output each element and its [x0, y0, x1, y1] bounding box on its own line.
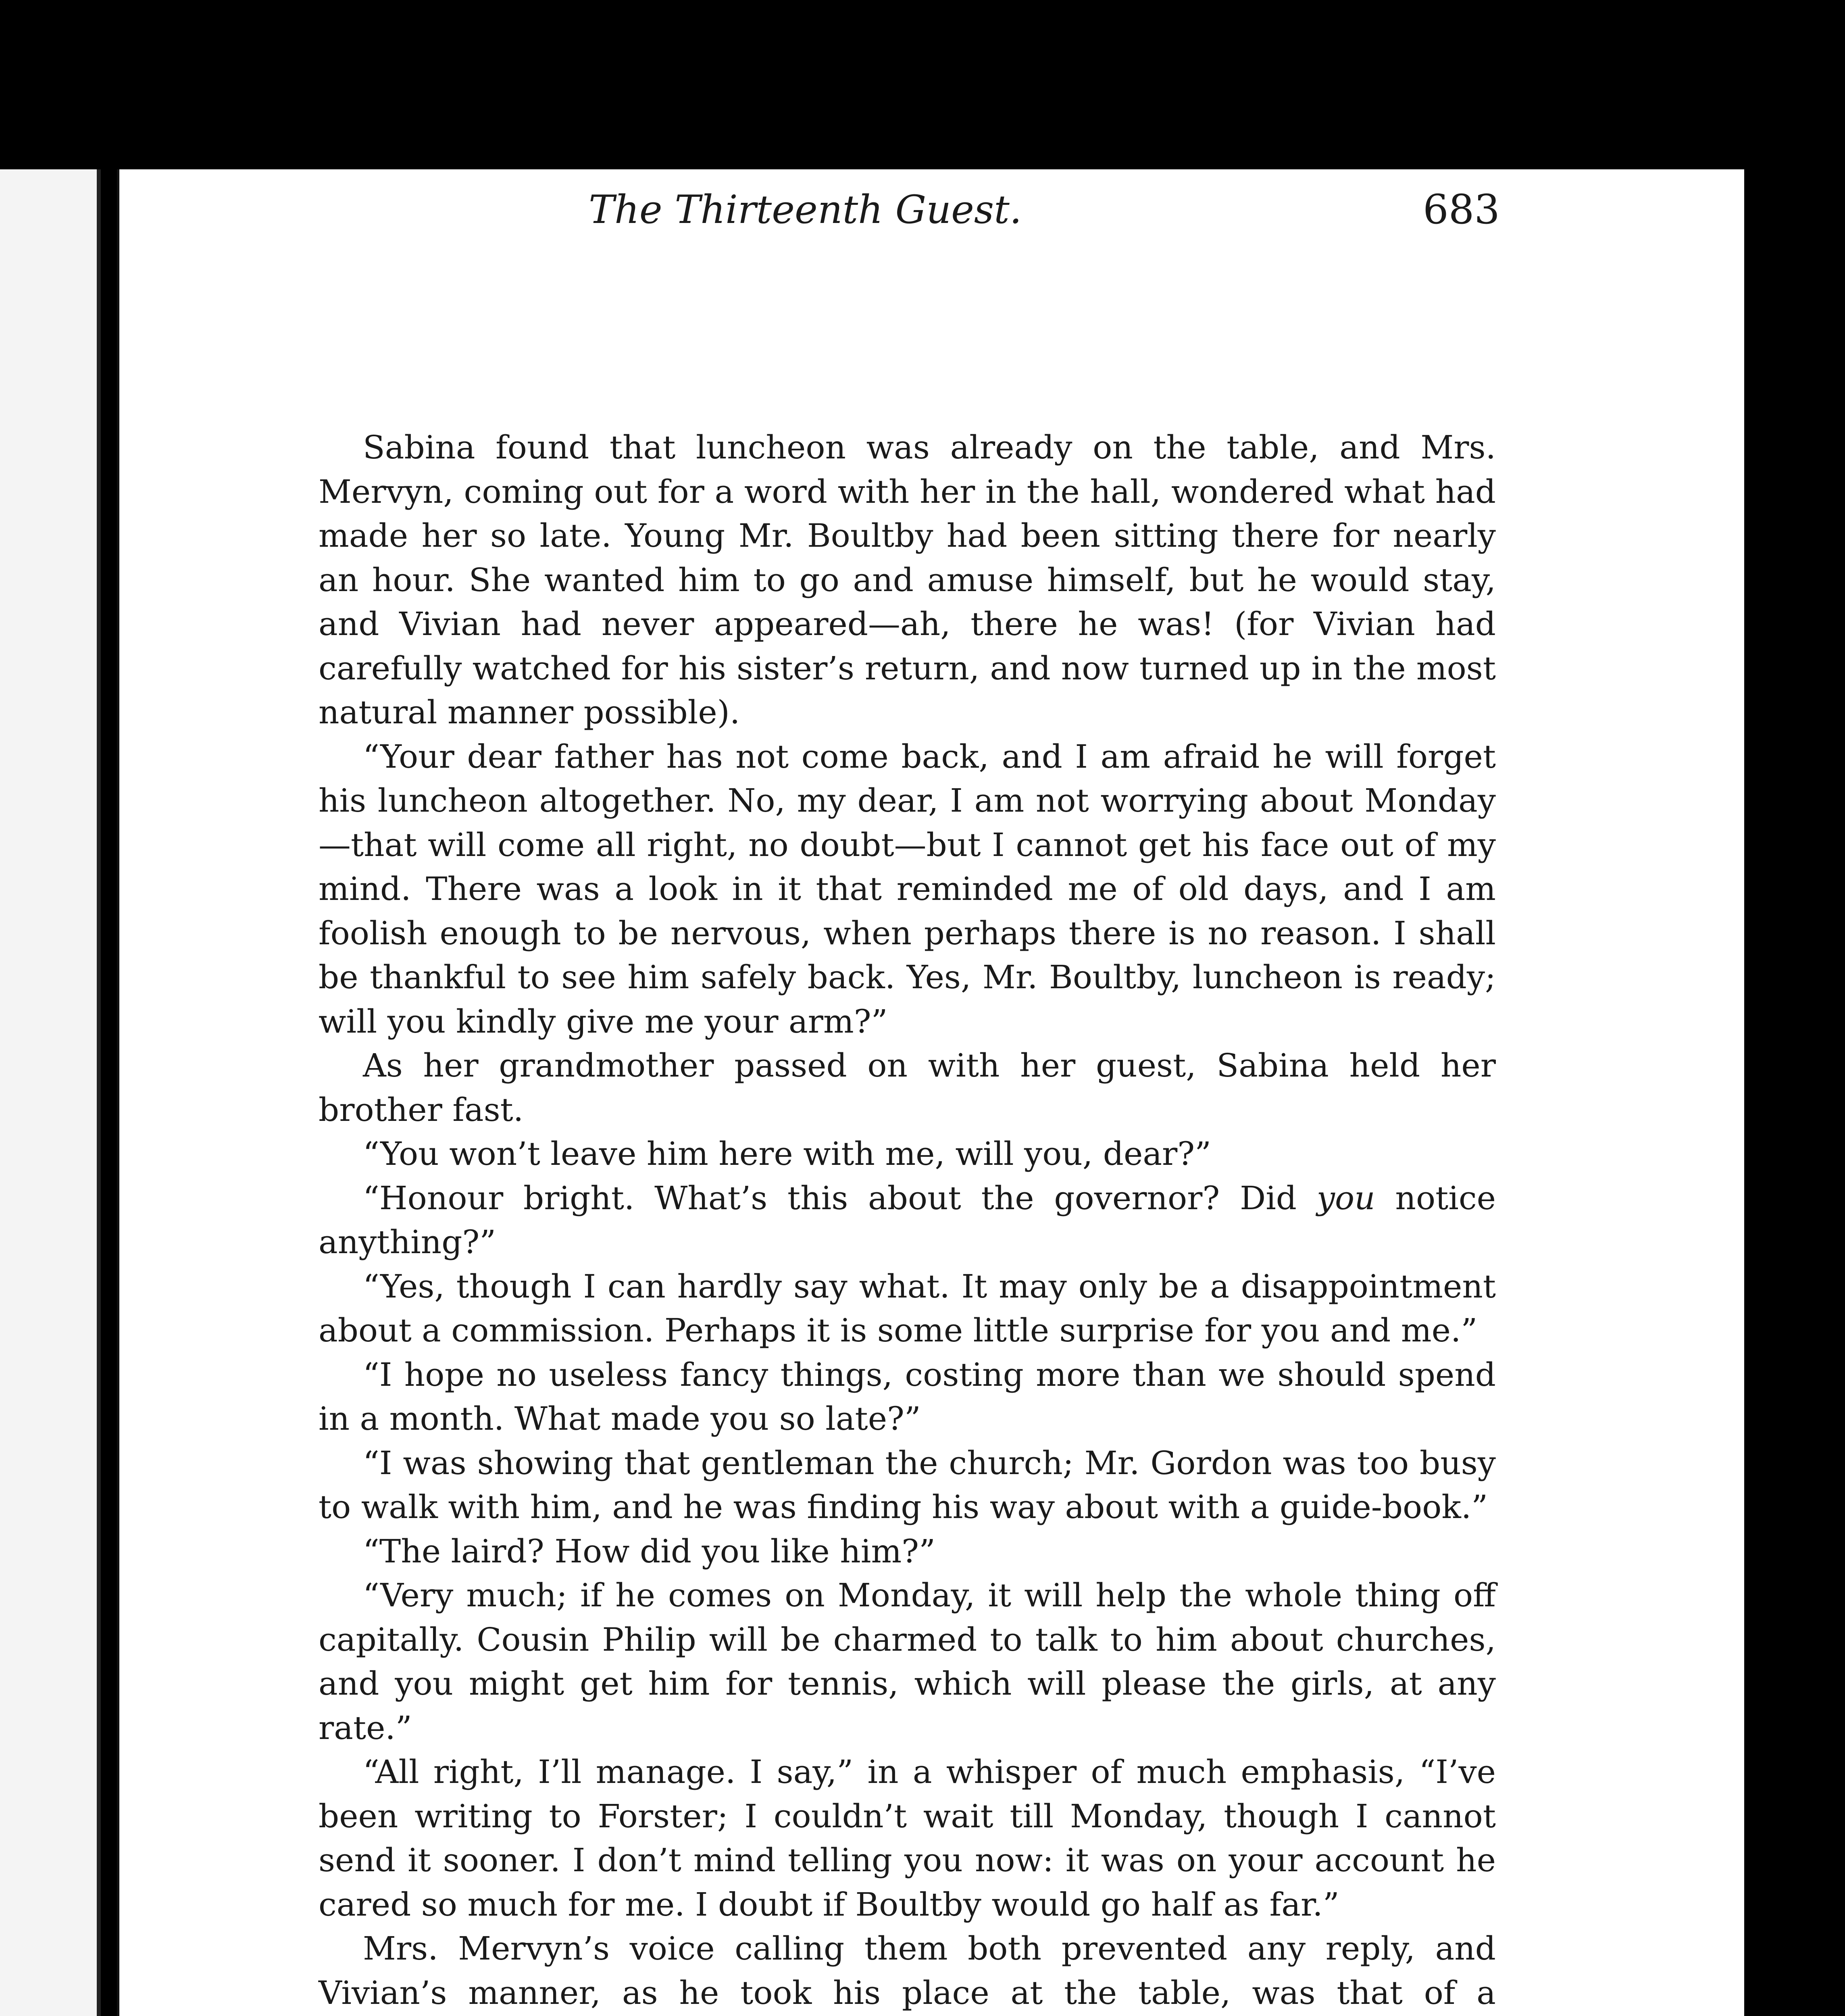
paragraph-text: “Yes, though I can hardly say what. It may only be a disappointment about a commission. Perhaps it is some little surprise for you and me.” — [319, 1267, 1496, 1349]
paragraph-text: “All right, I’ll manage. I say,” in a whisper of much emphasis, “I’ve been writing to Forster; I couldn’t wait till Monday, though I cannot send it sooner. I don’t mind telling you now: it was on your account he cared so much for me. I doubt if Boultby would go half as far.” — [319, 1753, 1496, 1923]
paragraph — [319, 1176, 1496, 1264]
paragraph — [319, 1043, 1496, 1132]
page-header — [194, 169, 1500, 250]
paragraph-text: Sabina found that luncheon was already on the table, and Mrs. Mervyn, coming out for a word with her in the hall, wondered what had made her so late. Young Mr. Boultby had been sitting there for nearly an hour. She wanted him to go and amuse himself, but he would stay, and Vivian had never appeared—ah, there he was! (for Vivian had carefully watched for his sister’s return, and now turned up in the most natural manner possible). — [319, 429, 1496, 731]
paragraph — [319, 425, 1496, 735]
paragraph-text: “Very much; if he comes on Monday, it will help the whole thing off capitally. Cousin Philip will be charmed to talk to him about churches, and you might get him for tennis, which will please the girls, at any rate.” — [319, 1577, 1496, 1747]
paragraph-text: “Honour bright. What’s this about the governor? Did — [363, 1179, 1317, 1217]
previous-page-edge — [0, 169, 101, 2016]
paragraph-text: notice anything?” — [319, 1179, 1496, 1261]
italic-emphasis: you — [1316, 1179, 1375, 1217]
paragraph-text: “The laird? How did you like him?” — [363, 1532, 935, 1570]
paragraph — [319, 1353, 1496, 1441]
paragraph-text: “I hope no useless fancy things, costing more than we should spend in a month. What made you so late?” — [319, 1356, 1496, 1437]
page-number: 683 — [1423, 186, 1500, 233]
paragraph — [319, 1529, 1496, 1574]
body-text — [319, 425, 1496, 2016]
paragraph-text: “I was showing that gentleman the church; Mr. Gordon was too busy to walk with him, and he was finding his way about with a guide-book.” — [319, 1444, 1496, 1526]
paragraph — [319, 1750, 1496, 1926]
paragraph — [319, 1132, 1496, 1176]
paragraph-text: Mrs. Mervyn’s voice calling them both prevented any reply, and Vivian’s manner, as he took his place at the table, was that of a — [319, 1930, 1496, 2012]
paragraph — [319, 1926, 1496, 2016]
running-title: The Thirteenth Guest. — [589, 187, 1022, 232]
paragraph-text: “Your dear father has not come back, and I am afraid he will forget his luncheon altogether. No, my dear, I am not worrying about Monday—that will come all right, no doubt—but I cannot get his face out of my mind. There was a look in it that reminded me of old days, and I am foolish enough to be nervous, when perhaps there is no reason. I shall be thankful to see him safely back. Yes, Mr. Boultby, luncheon is ready; will you kindly give me your arm?” — [319, 737, 1496, 1040]
paragraph — [319, 735, 1496, 1044]
paragraph-text: “You won’t leave him here with me, will you, dear?” — [363, 1135, 1212, 1173]
paragraph — [319, 1264, 1496, 1353]
paragraph — [319, 1441, 1496, 1529]
paragraph-text: As her grandmother passed on with her guest, Sabina held her brother fast. — [319, 1047, 1496, 1129]
paragraph — [319, 1573, 1496, 1750]
